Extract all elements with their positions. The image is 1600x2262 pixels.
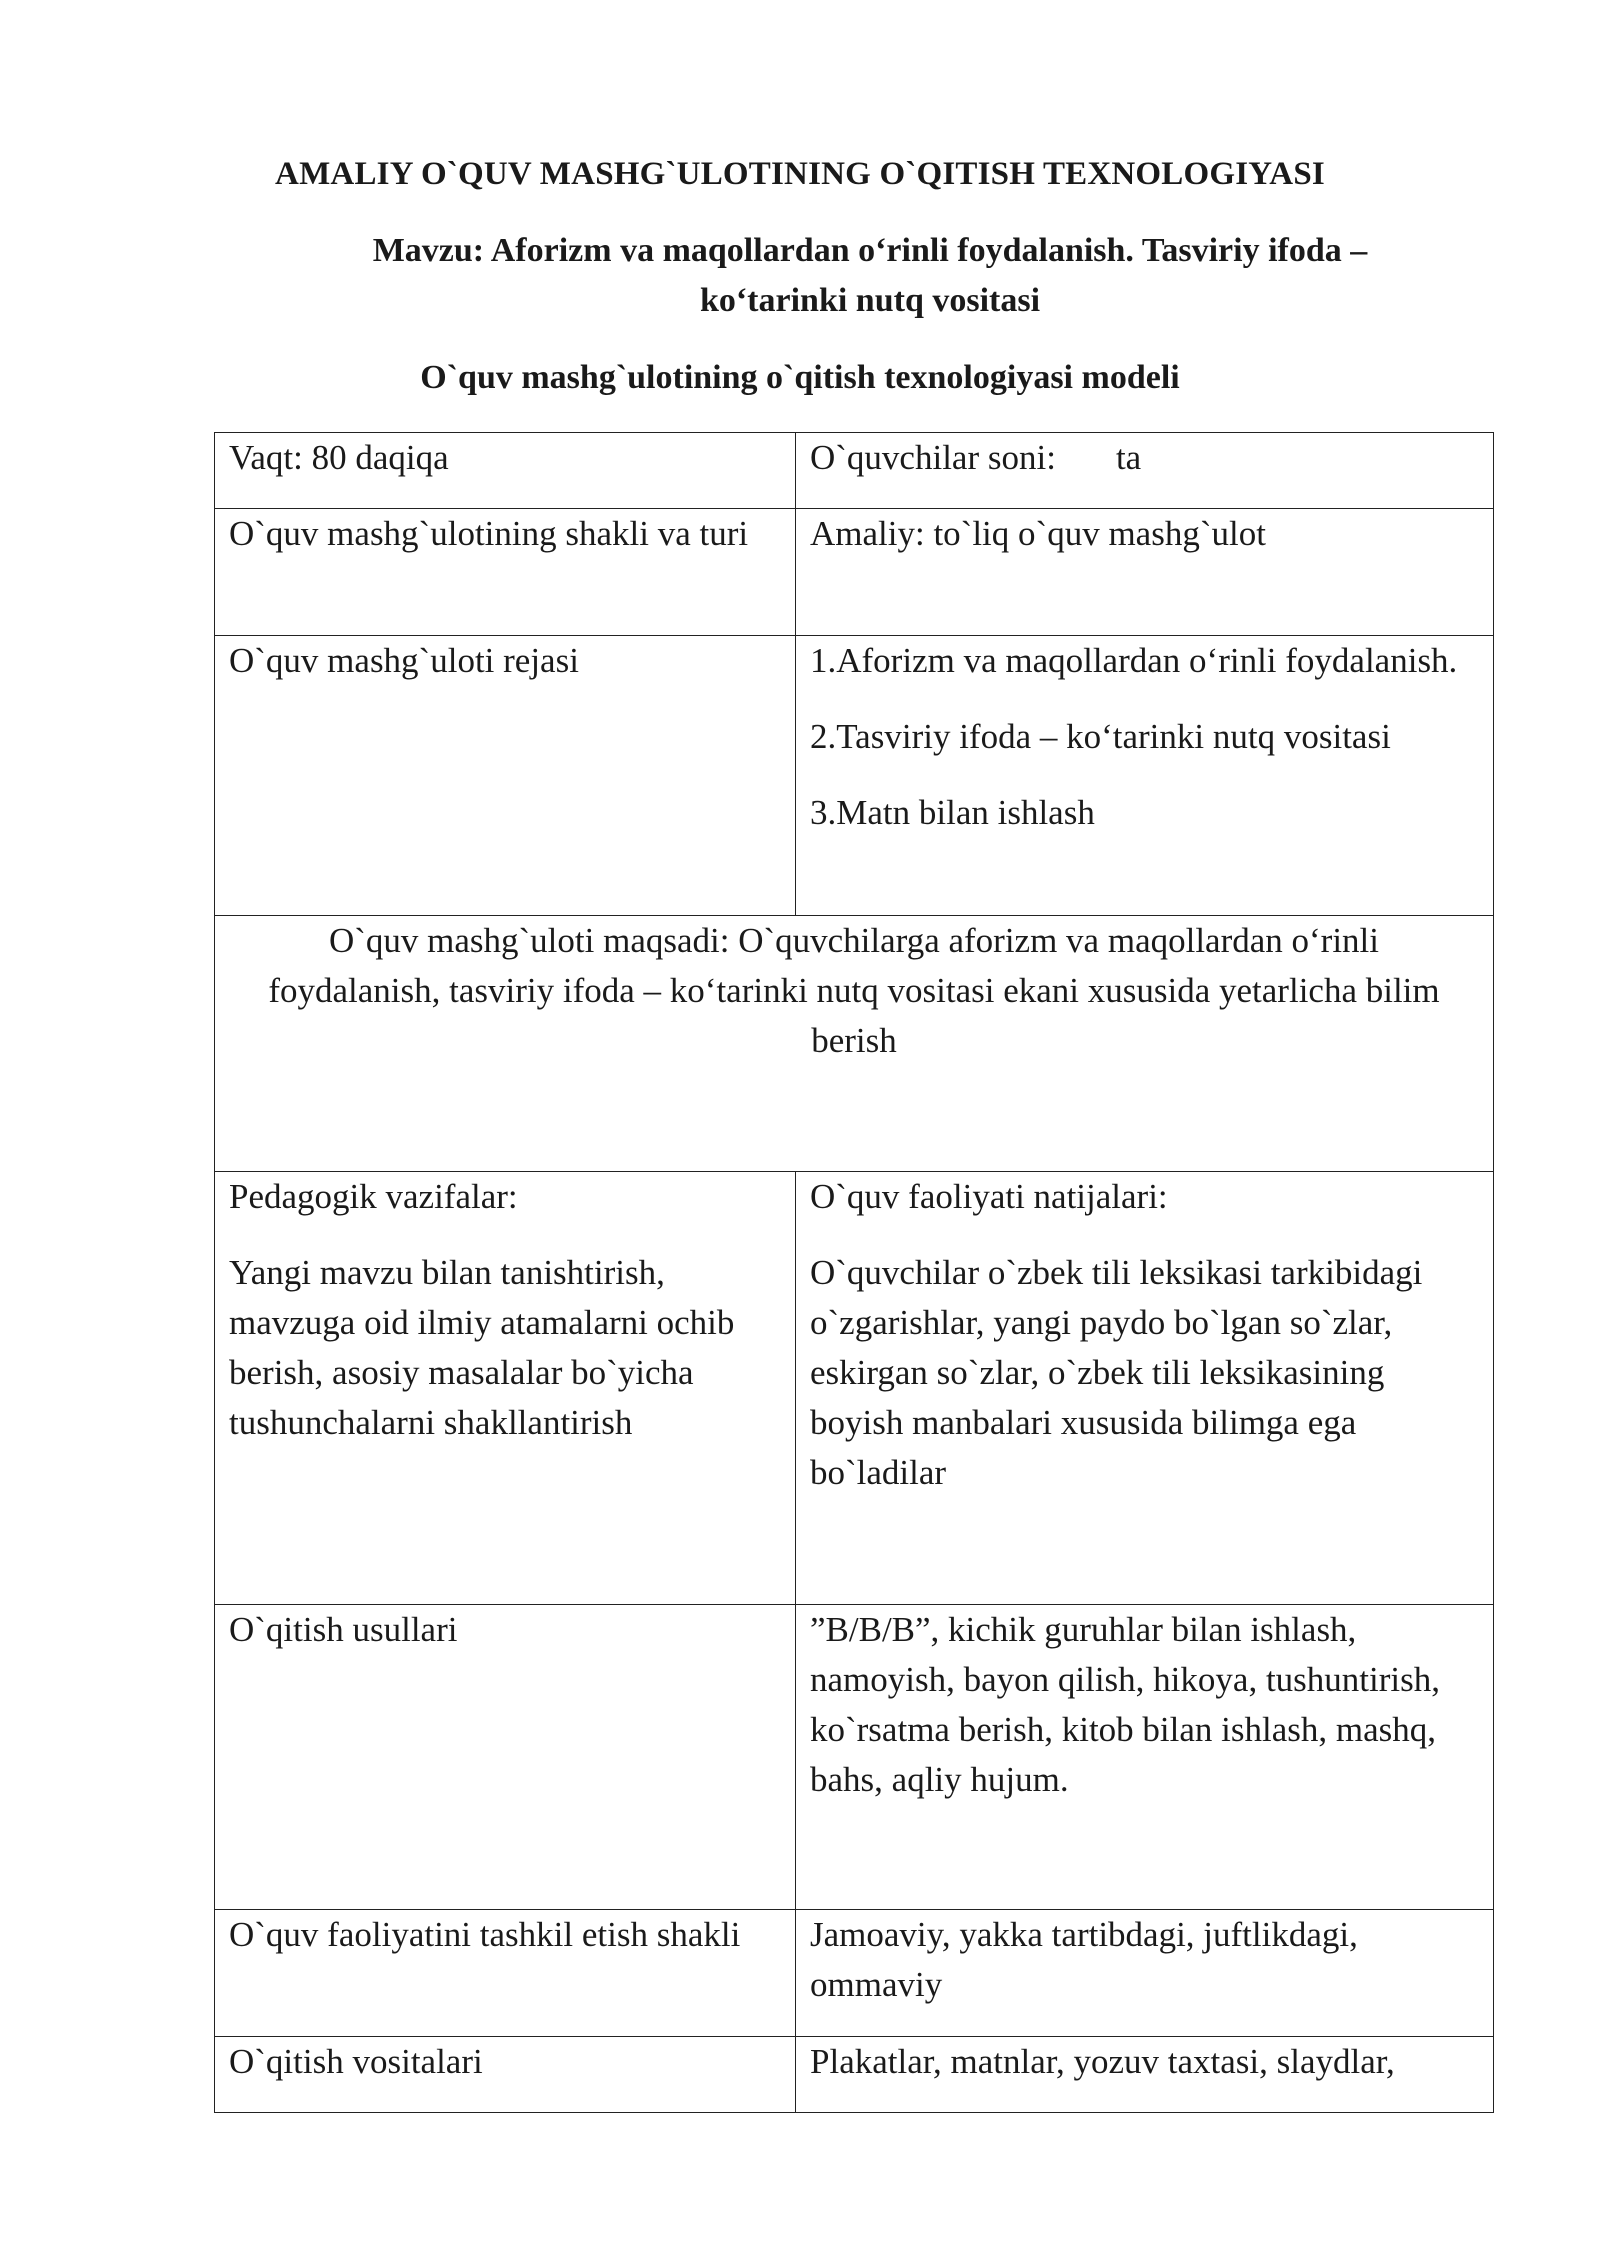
time-cell <box>215 433 796 509</box>
plan-item: 2.Tasviriy ifoda – ko‘tarinki nutq vositasi <box>810 717 1391 756</box>
table-row <box>215 1172 1494 1605</box>
plan-items-cell <box>796 636 1494 916</box>
tools-label: O`qitish vositalari <box>229 2042 483 2081</box>
form-label-cell <box>215 509 796 636</box>
topic-heading <box>300 226 1440 326</box>
methods-text: ”B/B/B”, kichik guruhlar bilan ishlash, namoyish, bayon qilish, hikoya, tushuntirish, ko`rsatma berish, kitob bilan ishlash, mashq, bahs, aqliy hujum. <box>810 1610 1440 1799</box>
students-unit: ta <box>1115 438 1142 477</box>
ped-tasks-text: Yangi mavzu bilan tanishtirish, mavzuga oid ilmiy atamalarni ochib berish, asosiy masalalar bo`yicha tushunchalarni shakllantirish <box>229 1253 735 1442</box>
students-cell <box>796 433 1494 509</box>
form-value: Amaliy: to`liq o`quv mashg`ulot <box>810 514 1266 553</box>
topic-line-2: ko‘tarinki nutq vositasi <box>699 282 1041 319</box>
tools-text: Plakatlar, matnlar, yozuv taxtasi, slaydlar, <box>810 2042 1395 2081</box>
table-row <box>215 1910 1494 2037</box>
org-label-cell <box>215 1910 796 2037</box>
goal-text: O`quv mashg`uloti maqsadi: O`quvchilarga aforizm va maqollardan o‘rinli foydalanish, tasviriy ifoda – ko‘tarinki nutq vositasi ekani xususida yetarlicha bilim berish <box>268 921 1440 1060</box>
tools-label-cell <box>215 2037 796 2113</box>
methods-value-cell <box>796 1605 1494 1910</box>
topic-line-1: Mavzu: Aforizm va maqollardan o‘rinli foydalanish. Tasviriy ifoda – <box>372 232 1368 269</box>
org-label: O`quv faoliyatini tashkil etish shakli <box>229 1915 741 1954</box>
plan-item: 1.Aforizm va maqollardan o‘rinli foydalanish. <box>810 641 1458 680</box>
table-row <box>215 1605 1494 1910</box>
table-row <box>215 916 1494 1172</box>
methods-label: O`qitish usullari <box>229 1610 458 1649</box>
plan-label: O`quv mashg`uloti rejasi <box>229 641 579 680</box>
technology-model-table <box>214 432 1494 2113</box>
results-cell <box>796 1172 1494 1605</box>
form-value-cell <box>796 509 1494 636</box>
document-title: AMALIY O`QUV MASHG`ULOTINING O`QITISH TEXNOLOGIYASI <box>275 156 1325 192</box>
table-row <box>215 2037 1494 2113</box>
model-subtitle: O`quv mashg`ulotining o`qitish texnologiyasi modeli <box>420 359 1180 396</box>
org-value-cell <box>796 1910 1494 2037</box>
time-label: Vaqt: 80 daqiqa <box>229 438 449 477</box>
plan-label-cell <box>215 636 796 916</box>
ped-tasks-label: Pedagogik vazifalar: <box>229 1177 518 1216</box>
results-text: O`quvchilar o`zbek tili leksikasi tarkibidagi o`zgarishlar, yangi paydo bo`lgan so`zlar, eskirgan so`zlar, o`zbek tili leksikasining boyish manbalari xususida bilimga ega bo`ladilar <box>810 1253 1423 1492</box>
form-label: O`quv mashg`ulotining shakli va turi <box>229 514 749 553</box>
org-text: Jamoaviy, yakka tartibdagi, juftlikdagi, ommaviy <box>810 1915 1358 2004</box>
tools-value-cell <box>796 2037 1494 2113</box>
methods-label-cell <box>215 1605 796 1910</box>
goal-cell <box>215 916 1494 1172</box>
plan-item: 3.Matn bilan ishlash <box>810 793 1095 832</box>
table-row <box>215 433 1494 509</box>
students-label: O`quvchilar soni: <box>810 438 1056 477</box>
results-label: O`quv faoliyati natijalari: <box>810 1177 1168 1216</box>
table-row <box>215 636 1494 916</box>
table-row <box>215 509 1494 636</box>
ped-tasks-cell <box>215 1172 796 1605</box>
